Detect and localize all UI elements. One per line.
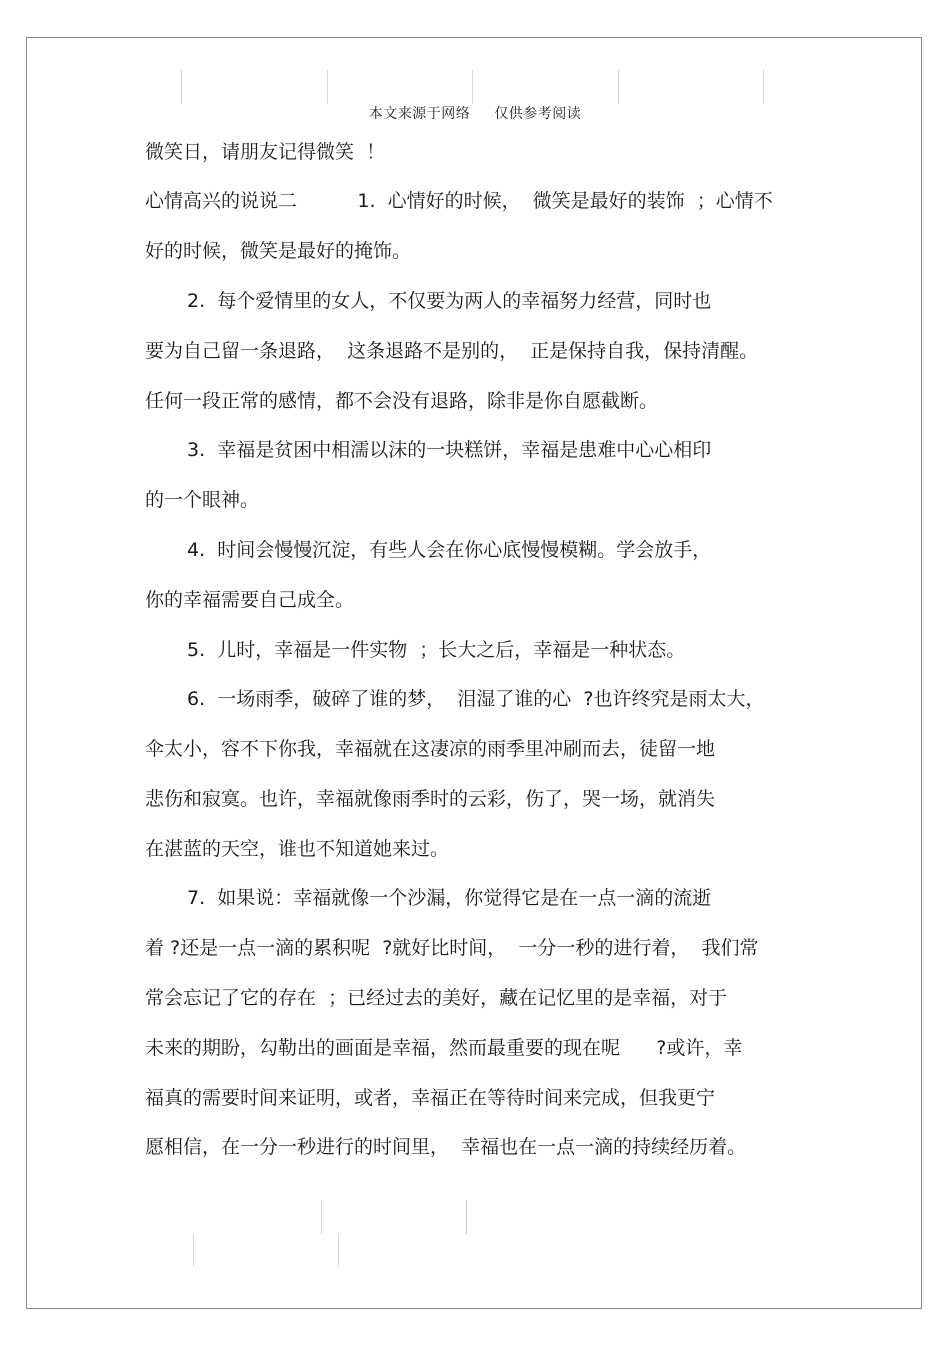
text-line: 要为自己留一条退路， 这条退路不是别的， 正是保持自我，保持清醒。 (145, 340, 759, 362)
paragraph-start: 3. 幸福是贫困中相濡以沫的一块糕饼，幸福是患难中心心相印 (187, 439, 712, 461)
top-rule-mark (763, 70, 764, 104)
text-line: 微笑日，请朋友记得微笑 ！ (145, 141, 386, 163)
bottom-rule-mark (321, 1200, 322, 1234)
paragraph-start: 7. 如果说：幸福就像一个沙漏，你觉得它是在一点一滴的流逝 (187, 887, 712, 909)
text-line: 着 ?还是一点一滴的累积呢 ?就好比时间， 一分一秒的进行着， 我们常 (145, 937, 759, 959)
header-source: 本文来源于网络 (368, 106, 471, 122)
text-line: 伞太小，容不下你我，幸福就在这凄凉的雨季里冲刷而去，徒留一地 (145, 738, 716, 760)
text-line: 常会忘记了它的存在 ；已经过去的美好，藏在记忆里的是幸福，对于 (145, 987, 728, 1009)
page-frame (26, 37, 922, 1309)
text-line: 心情高兴的说说二 1. 心情好的时候， 微笑是最好的装饰 ；心情不 (145, 190, 773, 212)
header-reference: 仅供参考阅读 (494, 106, 582, 122)
top-rule-mark (327, 70, 328, 104)
page-header-note (0, 103, 950, 123)
top-rule-mark (472, 70, 473, 104)
bottom-rule-mark (466, 1200, 467, 1234)
text-line: 在湛蓝的天空，谁也不知道她来过。 (145, 838, 450, 860)
top-rule-mark (181, 70, 182, 104)
top-rule-mark (618, 70, 619, 104)
paragraph-start: 2. 每个爱情里的女人，不仅要为两人的幸福努力经营，同时也 (187, 290, 712, 312)
text-line: 悲伤和寂寞。也许，幸福就像雨季时的云彩，伤了，哭一场，就消失 (145, 788, 716, 810)
text-line: 福真的需要时间来证明，或者，幸福正在等待时间来完成，但我更宁 (145, 1087, 716, 1109)
text-line: 的一个眼神。 (145, 489, 260, 511)
paragraph-start: 4. 时间会慢慢沉淀，有些人会在你心底慢慢模糊。学会放手， (187, 539, 712, 561)
bottom-rule-mark (338, 1233, 339, 1267)
text-line: 任何一段正常的感情，都不会没有退路，除非是你自愿截断。 (145, 390, 659, 412)
text-line: 好的时候，微笑是最好的掩饰。 (145, 240, 412, 262)
text-line: 愿相信，在一分一秒进行的时间里， 幸福也在一点一滴的持续经历着。 (145, 1136, 747, 1158)
text-line: 未来的期盼，勾勒出的画面是幸福，然而最重要的现在呢 ?或许，幸 (145, 1037, 743, 1059)
paragraph-start: 6. 一场雨季，破碎了谁的梦， 泪湿了谁的心 ?也许终究是雨太大， (187, 688, 765, 710)
paragraph-start: 5. 儿时，幸福是一件实物 ；长大之后，幸福是一种状态。 (187, 639, 686, 661)
bottom-rule-mark (193, 1233, 194, 1267)
text-line: 你的幸福需要自己成全。 (145, 589, 355, 611)
